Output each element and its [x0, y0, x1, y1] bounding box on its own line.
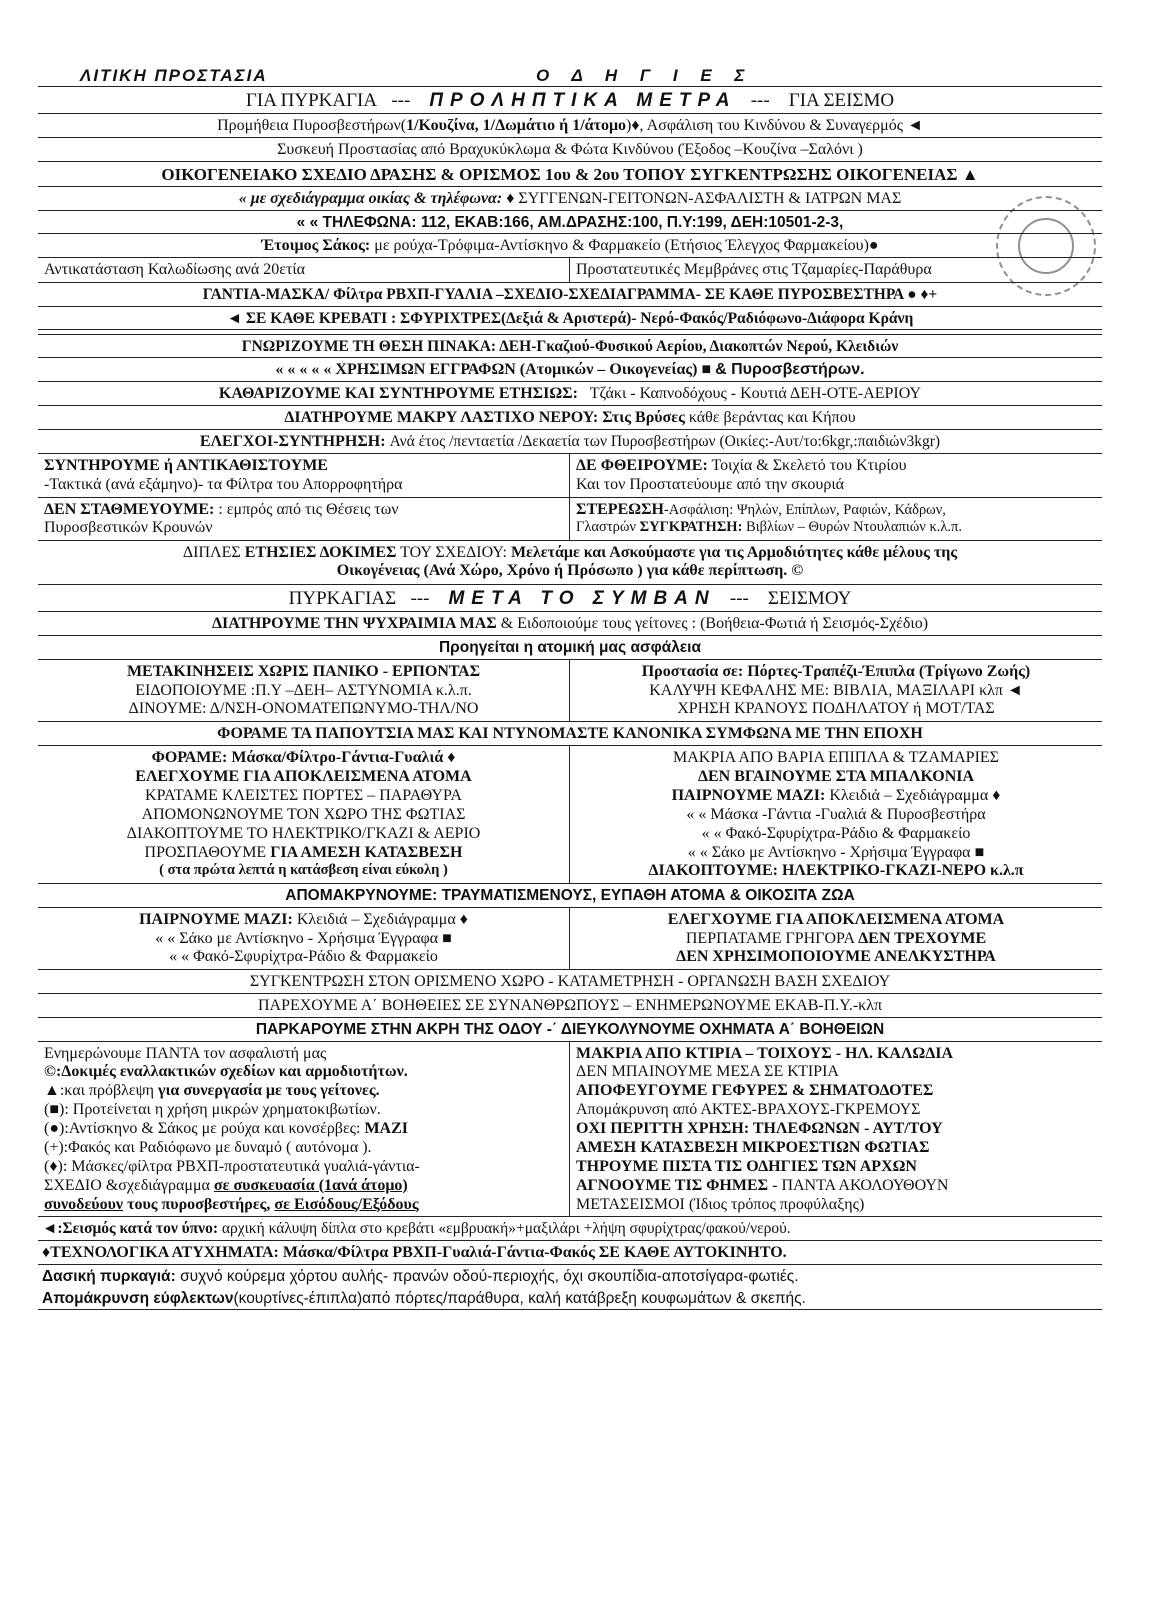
text: ΔΙΝΟΥΜΕ: Δ/ΝΣΗ-ΟΝΟΜΑΤΕΠΩΝΥΜΟ-ΤΗΛ/ΝΟ	[128, 700, 479, 718]
after-first-aid: ΠΑΡΕΧΟΥΜΕ Α΄ ΒΟΗΘΕΙΕΣ ΣΕ ΣΥΝΑΝΘΡΩΠΟΥΣ – ΕΝΗΜΕΡΩΝΟΥΜΕ ΕΚΑΒ-Π.Υ.-κλπ	[38, 994, 1102, 1018]
after-grid-3	[38, 908, 1102, 971]
text: & Ειδοποιούμε τους γείτονες : (Βοήθεια-Φωτιά ή Σεισμός-Σχέδιο)	[500, 615, 929, 633]
text: ΠΕΡΠΑΤΑΜΕ ΓΡΗΓΟΡΑ	[685, 929, 855, 947]
title-sep: ---	[750, 90, 770, 111]
text: ΚΡΑΤΑΜΕ ΚΛΕΙΣΤΕΣ ΠΟΡΤΕΣ – ΠΑΡΑΘΥΡΑ	[145, 786, 462, 804]
text: συχνό κούρεμα χόρτου αυλής- πρανών οδού-περιοχής, όχι σκουπίδια-αποτσίγαρα-φωτιές.	[180, 1267, 799, 1285]
text: : εμπρός από τις Θέσεις των	[218, 500, 399, 518]
text-bold: Δασική πυρκαγιά:	[42, 1267, 176, 1285]
text: (+):Φακός και Ραδιόφωνο με δυναμό ( αυτόνομα ).	[44, 1138, 372, 1156]
text-bold: « « « « « ΧΡΗΣΙΜΩΝ ΕΓΓΡΑΦΩΝ (Ατομικών – Οικογενείας) ■	[275, 361, 712, 379]
text-bold: ΑΠΟΦΕΥΓΟΥΜΕ ΓΕΦΥΡΕΣ & ΣΗΜΑΤΟΔΟΤΕΣ	[576, 1082, 934, 1100]
text: « « Φακό-Σφυρίχτρα-Ράδιο & Φαρμακείο	[701, 824, 971, 842]
after-calm	[38, 612, 1102, 636]
text-bold: για συνεργασία με τους γείτονες.	[157, 1082, 380, 1100]
text: ΚΑΛΥΨΗ ΚΕΦΑΛΗΣ ΜΕ: ΒΙΒΛΙΑ, ΜΑΞΙΛΑΡΙ κλπ ◄	[649, 681, 1023, 699]
text-bold: ΜΕΤΑΚΙΝΗΣΕΙΣ ΧΩΡΙΣ ΠΑΝΙΚΟ - ΕΡΠΟΝΤΑΣ	[126, 662, 481, 680]
maintenance-grid-2	[38, 498, 1102, 542]
text: αρχική κάλυψη δίπλα στο κρεβάτι «εμβρυακή»+μαξιλάρι +λήψη σφυρίχτρας/φακού/νερού.	[221, 1220, 791, 1238]
title-sep: ---	[410, 588, 430, 610]
text: Απομάκρυνση από ΑΚΤΕΣ-ΒΡΑΧΟΥΣ-ΓΚΡΕΜΟΥΣ	[576, 1101, 921, 1119]
text: ΜΕΤΑΣΕΙΣΜΟΙ (Ίδιος τρόπος προφύλαξης)	[576, 1195, 865, 1213]
text-bold: ΣΥΓΚΡΑΤΗΣΗ:	[639, 519, 743, 536]
after-title	[38, 585, 1102, 612]
text: (♦): Μάσκες/φίλτρα ΡΒΧΠ-προστατευτικά γυαλιά-γάντια-	[44, 1157, 420, 1175]
instructions-sheet	[38, 64, 1102, 1310]
after-park: ΠΑΡΚΑΡΟΥΜΕ ΣΤΗΝ ΑΚΡΗ ΤΗΣ ΟΔΟΥ -΄ ΔΙΕΥΚΟΛΥΝΟΥΜΕ ΟΧΗΜΑΤΑ Α΄ ΒΟΗΘΕΙΩΝ	[38, 1018, 1102, 1041]
text-bold: ΔΕΝ ΒΓΑΙΝΟΥΜΕ ΣΤΑ ΜΠΑΛΚΟΝΙΑ	[697, 768, 975, 786]
prevention-line-1	[38, 114, 1102, 138]
title-preventive-measures: ΠΡΟΛΗΠΤΙΚΑ ΜΕΤΡΑ	[429, 90, 737, 111]
after-shoes: ΦΟΡΑΜΕ ΤΑ ΠΑΠΟΥΤΣΙΑ ΜΑΣ ΚΑΙ ΝΤΥΝΟΜΑΣΤΕ ΚΑΝΟΝΙΚΑ ΣΥΜΦΩΝΑ ΜΕ ΤΗΝ ΕΠΟΧΗ	[38, 722, 1102, 746]
text: - ΠΑΝΤΑ ΑΚΟΛΟΥΘΟΥΝ	[772, 1176, 949, 1194]
footer-tech: ♦ΤΕΧΝΟΛΟΓΙΚΑ ΑΤΥΧΗΜΑΤΑ: Μάσκα/Φίλτρα ΡΒΧΠ-Γυαλιά-Γάντια-Φακός ΣΕ ΚΑΘΕ ΑΥΤΟΚΙΝΗΤΟ.	[38, 1241, 1102, 1265]
text-bold: ΔΙΑΚΟΠΤΟΥΜΕ: ΗΛΕΚΤΡΙΚΟ-ΓΚΑΖΙ-ΝΕΡΟ κ.λ.π	[648, 862, 1024, 880]
cell	[570, 498, 1102, 541]
cell	[570, 454, 1102, 497]
text-bold: Έτοιμος Σάκος:	[261, 237, 371, 255]
text-bold: ΚΑΘΑΡΙΖΟΥΜΕ ΚΑΙ ΣΥΝΤΗΡΟΥΜΕ ΕΤΗΣΙΩΣ:	[218, 385, 578, 403]
text-bold: ΜΑΖΙ	[364, 1120, 408, 1138]
text: κάθε βεράντας και Κήπου	[688, 409, 856, 427]
text-bold: ΔΕΝ ΧΡΗΣΙΜΟΠΟΙΟΥΜΕ ΑΝΕΛΚΥΣΤΗΡΑ	[676, 948, 996, 966]
text: « « Σάκο με Αντίσκηνο - Χρήσιμα Έγγραφα ■	[155, 929, 452, 947]
text-bold: ΕΤΗΣΙΕΣ ΔΟΚΙΜΕΣ	[244, 544, 397, 562]
cell	[38, 746, 570, 883]
text-bold: Απομάκρυνση εύφλεκτων	[42, 1290, 234, 1308]
prevention-title	[38, 86, 1102, 114]
cell	[570, 746, 1102, 883]
cell: Προστατευτικές Μεμβράνες στις Τζαμαρίες-Παράθυρα	[576, 261, 932, 279]
text: « « Φακό-Σφυρίχτρα-Ράδιο & Φαρμακείο	[169, 948, 438, 966]
text-bold: ΠΑΙΡΝΟΥΜΕ ΜΑΖΙ:	[671, 786, 826, 804]
text-bold: Προστασία σε:	[641, 662, 744, 680]
cell	[38, 498, 570, 541]
after-gather: ΣΥΓΚΕΝΤΡΩΣΗ ΣΤΟΝ ΟΡΙΣΜΕΝΟ ΧΩΡΟ - ΚΑΤΑΜΕΤΡΗΣΗ - ΟΡΓΑΝΩΣΗ ΒΑΣΗ ΣΧΕΔΙΟΥ	[38, 970, 1102, 994]
text: Προμήθεια Πυροσβεστήρων(	[217, 117, 407, 135]
maintenance-line-5	[38, 430, 1102, 454]
after-safety: Προηγείται η ατομική μας ασφάλεια	[38, 636, 1102, 659]
prevention-line-5: « « ΤΗΛΕΦΩΝΑ: 112, ΕΚΑΒ:166, ΑΜ.ΔΡΑΣΗΣ:100, Π.Υ:199, ΔΕΗ:10501-2-3,	[38, 211, 1102, 234]
prevention-line-7	[38, 258, 1102, 283]
text: « « Μάσκα -Γάντια -Γυαλιά & Πυροσβεστήρα	[686, 805, 986, 823]
text-bold: ΔΕΝ ΤΡΕΧΟΥΜΕ	[858, 929, 987, 947]
after-grid-1	[38, 660, 1102, 723]
after-remove: ΑΠΟΜΑΚΡΥΝΟΥΜΕ: ΤΡΑΥΜΑΤΙΣΜΕΝΟΥΣ, ΕΥΠΑΘΗ ΑΤΟΜΑ & ΟΙΚΟΣΙΤΑ ΖΩΑ	[38, 884, 1102, 907]
maintenance-grid-1	[38, 454, 1102, 498]
text: ΣΧΕΔΙΟ &σχεδιάγραμμα	[44, 1176, 210, 1194]
text: (●):Αντίσκηνο & Σάκος με ρούχα και κονσέρβες:	[44, 1120, 361, 1138]
text-bold: ΣΥΝΤΗΡΟΥΜΕ ή ΑΝΤΙΚΑΘΙΣΤΟΥΜΕ	[44, 456, 328, 474]
text-bold: ΠΑΙΡΝΟΥΜΕ ΜΑΖΙ:	[139, 910, 293, 928]
text: Ενημερώνουμε ΠΑΝΤΑ τον ασφαλιστή μας	[44, 1044, 327, 1062]
title-earthquake: ΣΕΙΣΜΟΥ	[767, 588, 852, 610]
text: ΔΕΝ ΜΠΑΙΝΟΥΜΕ ΜΕΣΑ ΣΕ ΚΤΙΡΙΑ	[576, 1063, 839, 1081]
footer-remove-flammable	[38, 1287, 1102, 1310]
text: « « Σάκο με Αντίσκηνο - Χρήσιμα Έγγραφα ■	[687, 843, 985, 861]
cell	[570, 908, 1102, 970]
text: ΔΙΠΛΕΣ	[182, 544, 241, 562]
prevention-line-2: Συσκευή Προστασίας από Βραχυκύκλωμα & Φώτα Κινδύνου (Έξοδος –Κουζίνα –Σαλόνι )	[38, 138, 1102, 162]
text-bold: Πόρτες-Τραπέζι-Έπιπλα (Τρίγωνο Ζωής)	[747, 662, 1031, 680]
header-civil-protection: ΛΙΤΙΚΗ ΠΡΟΣΤΑΣΙΑ	[80, 66, 268, 85]
text-bold: ΣΤΕΡΕΩΣΗ	[576, 500, 664, 518]
footer-forest	[38, 1265, 1102, 1287]
notes-left	[38, 1042, 570, 1217]
text: Κλειδιά – Σχεδιάγραμμα ♦	[296, 910, 468, 928]
text-bold: ©:Δοκιμές εναλλακτικών σχεδίων και αρμοδιοτήτων.	[44, 1063, 408, 1081]
text: Γλαστρών	[576, 519, 636, 536]
notes-right	[570, 1042, 1102, 1217]
text: ΧΡΗΣΗ ΚΡΑΝΟΥΣ ΠΟΔΗΛΑΤΟΥ ή ΜΟΤ/ΤΑΣ	[677, 700, 995, 718]
text-bold: ΟΧΙ ΠΕΡΙΤΤΗ ΧΡΗΣΗ: ΤΗΛΕΦΩΝΩΝ - ΑΥΤ/ΤΟΥ	[576, 1120, 943, 1138]
text: (■): Προτείνεται η χρήση μικρών χρηματοκιβωτίων.	[44, 1101, 381, 1119]
text: ΤΟΥ ΣΧΕΔΙΟΥ:	[400, 544, 507, 562]
text: με ρούχα-Τρόφιμα-Αντίσκηνο & Φαρμακείο (Ετήσιος Έλεγχος Φαρμακείου)●	[374, 237, 879, 255]
text-bold: συνοδεύουν	[44, 1195, 124, 1213]
text-bold: Στις Βρύσες	[602, 409, 685, 427]
prevention-line-4	[38, 187, 1102, 211]
maintenance-line-1: ΓΝΩΡΙΖΟΥΜΕ ΤΗ ΘΕΣΗ ΠΙΝΑΚΑ: ΔΕΗ-Γκαζιού-Φυσικού Αερίου, Διακοπτών Νερού, Κλειδιών	[38, 334, 1102, 358]
text-bold: ΓΙΑ ΑΜΕΣΗ ΚΑΤΑΣΒΕΣΗ	[270, 843, 463, 861]
prevention-line-9: ◄ ΣΕ ΚΑΘΕ ΚΡΕΒΑΤΙ : ΣΦΥΡΙΧΤΡΕΣ(Δεξιά & Αριστερά)- Νερό-Φακός/Ραδιόφωνο-Διάφορα Κράνη	[38, 307, 1102, 330]
footer-quake-sleep	[38, 1217, 1102, 1240]
text: (κουρτίνες-έπιπλα)από πόρτες/παράθυρα, καλή κατάβρεξη κουφωμάτων & σκεπής.	[233, 1290, 806, 1308]
text-bold: τους πυροσβεστήρες,	[127, 1195, 271, 1213]
text: Κλειδιά – Σχεδιάγραμμα ♦	[829, 786, 1001, 804]
title-after-event: ΜΕΤΑ ΤΟ ΣΥΜΒΑΝ	[448, 588, 716, 610]
cell	[570, 660, 1102, 722]
text: ΑΠΟΜΟΝΩΝΟΥΜΕ ΤΟΝ ΧΩΡΟ ΤΗΣ ΦΩΤΙΑΣ	[141, 805, 466, 823]
text: Τζάκι - Καπνοδόχους - Κουτιά ΔΕΗ-ΟΤΕ-ΑΕΡΙΟΥ	[589, 385, 922, 403]
text-bold: σε συσκευασία (1ανά άτομο)	[213, 1176, 408, 1194]
title-sep: ---	[391, 90, 411, 111]
text-bold: ΔΙΑΤΗΡΟΥΜΕ ΜΑΚΡΥ ΛΑΣΤΙΧΟ ΝΕΡΟΥ:	[284, 409, 599, 427]
text: ΣΥΓΓΕΝΩΝ-ΓΕΙΤΟΝΩΝ-ΑΣΦΑΛΙΣΤΗ & ΙΑΤΡΩΝ ΜΑΣ	[518, 190, 902, 208]
maintenance-line-4	[38, 406, 1102, 430]
text-bold: σε Εισόδους/Εξόδους	[274, 1195, 419, 1213]
title-earthquake: ΓΙΑ ΣΕΙΣΜΟ	[788, 90, 895, 111]
text: ΔΙΑΚΟΠΤΟΥΜΕ ΤΟ ΗΛΕΚΤΡΙΚΟ/ΓΚΑΖΙ & ΑΕΡΙΟ	[126, 824, 481, 842]
cell: Αντικατάσταση Καλωδίωσης ανά 20ετία	[38, 258, 570, 282]
header-instructions: Ο Δ Η Γ Ι Ε Σ	[536, 66, 754, 85]
cell	[38, 908, 570, 970]
text: ΜΑΚΡΙΑ ΑΠΟ ΒΑΡΙΑ ΕΠΙΠΛΑ & ΤΖΑΜΑΡΙΕΣ	[673, 749, 999, 767]
maintenance-tests	[38, 541, 1102, 585]
text-bold: ΔΕΝ ΣΤΑΘΜΕΥΟΥΜΕ:	[44, 500, 215, 518]
sheet-header	[38, 64, 1102, 86]
text: Πυροσβεστικών Κρουνών	[44, 519, 213, 537]
cell	[38, 660, 570, 722]
text-bold: ΕΛΕΓΧΟΙ-ΣΥΝΤΗΡΗΣΗ:	[199, 432, 386, 450]
text-bold: « με σχεδιάγραμμα οικίας & τηλέφωνα: ♦	[238, 190, 515, 208]
text-bold: ΔΙΑΤΗΡΟΥΜΕ ΤΗΝ ΨΥΧΡΑΙΜΙΑ ΜΑΣ	[211, 615, 497, 633]
maintenance-line-2	[38, 358, 1102, 382]
text-bold: ΑΜΕΣΗ ΚΑΤΑΣΒΕΣΗ ΜΙΚΡΟΕΣΤΙΩΝ ΦΩΤΙΑΣ	[576, 1138, 930, 1156]
text-bold: ΜΑΚΡΙΑ ΑΠΟ ΚΤΙΡΙΑ – ΤΟΙΧΟΥΣ - ΗΛ. ΚΑΛΩΔΙΑ	[576, 1044, 954, 1062]
text: -Τακτικά (ανά εξάμηνο)- τα Φίλτρα του Απορροφητήρα	[44, 475, 403, 493]
text-bold: & Πυροσβεστήρων.	[715, 361, 865, 379]
text: -Ασφάλιση: Ψηλών, Επίπλων, Ραφιών, Κάδρων,	[663, 501, 946, 518]
notes-grid	[38, 1042, 1102, 1218]
text: ΠΡΟΣΠΑΘΟΥΜΕ	[144, 843, 267, 861]
prevention-line-3: ΟΙΚΟΓΕΝΕΙΑΚΟ ΣΧΕΔΙΟ ΔΡΑΣΗΣ & ΟΡΙΣΜΟΣ 1ου & 2ου ΤΟΠΟΥ ΣΥΓΚΕΝΤΡΩΣΗΣ ΟΙΚΟΓΕΝΕΙΑΣ ▲	[38, 162, 1102, 187]
text-bold: 1/Κουζίνα, 1/Δωμάτιο ή 1/άτομο	[406, 117, 627, 135]
prevention-line-6	[38, 234, 1102, 258]
text-bold: Μελετάμε και Ασκούμαστε για τις Αρμοδιότητες κάθε μέλους της	[510, 544, 958, 562]
text-bold: ΔΕ ΦΘΕΙΡΟΥΜΕ:	[576, 456, 708, 474]
text-bold: ( στα πρώτα λεπτά η κατάσβεση είναι εύκολη )	[159, 862, 448, 879]
after-grid-2	[38, 746, 1102, 884]
text-bold: ΕΛΕΓΧΟΥΜΕ ΓΙΑ ΑΠΟΚΛΕΙΣΜΕΝΑ ΑΤΟΜΑ	[135, 768, 472, 786]
title-fire: ΓΙΑ ΠΥΡΚΑΓΙΑ	[245, 90, 378, 111]
text: Ανά έτος /πενταετία /Δεκαετία των Πυροσβεστήρων (Οικίες:-Αυτ/το:6kgr,:παιδιών3kgr)	[389, 432, 941, 450]
text: Βιβλίων – Θυρών Ντουλαπιών κ.λ.π.	[746, 519, 962, 536]
text-bold: ◄:Σεισμός κατά τον ύπνο:	[42, 1220, 218, 1238]
prevention-line-8: ΓΑΝΤΙΑ-ΜΑΣΚΑ/ Φίλτρα ΡΒΧΠ-ΓΥΑΛΙΑ –ΣΧΕΔΙΟ-ΣΧΕΔΙΑΓΡΑΜΜΑ- ΣΕ ΚΑΘΕ ΠΥΡΟΣΒΕΣΤΗΡΑ ● ♦+	[38, 283, 1102, 306]
text-bold: ΦΟΡΑΜΕ: Μάσκα/Φίλτρο-Γάντια-Γυαλιά ♦	[151, 749, 456, 767]
text: )♦, Ασφάλιση του Κινδύνου & Συναγερμός ◄	[626, 117, 923, 135]
title-fire: ΠΥΡΚΑΓΙΑΣ	[288, 588, 397, 610]
text-bold: ΕΛΕΓΧΟΥΜΕ ΓΙΑ ΑΠΟΚΛΕΙΣΜΕΝΑ ΑΤΟΜΑ	[667, 910, 1005, 928]
text: ▲:και πρόβλεψη	[44, 1082, 154, 1100]
text: ΕΙΔΟΠΟΙΟΥΜΕ :Π.Υ –ΔΕΗ– ΑΣΤΥΝΟΜΙΑ κ.λ.π.	[135, 681, 472, 699]
text-bold: ΑΓΝΟΟΥΜΕ ΤΙΣ ΦΗΜΕΣ	[576, 1176, 769, 1194]
cell	[38, 454, 570, 497]
text-bold: Οικογένειας (Ανά Χώρο, Χρόνο ή Πρόσωπο ) για κάθε περίπτωση. ©	[336, 562, 804, 580]
text-bold: ΤΗΡΟΥΜΕ ΠΙΣΤΑ ΤΙΣ ΟΔΗΓΙΕΣ ΤΩΝ ΑΡΧΩΝ	[576, 1157, 917, 1175]
text: Και τον Προστατεύουμε από την σκουριά	[576, 475, 844, 493]
maintenance-line-3	[38, 382, 1102, 406]
title-sep: ---	[729, 588, 749, 610]
text: Τοιχία & Σκελετό του Κτιρίου	[711, 456, 907, 474]
